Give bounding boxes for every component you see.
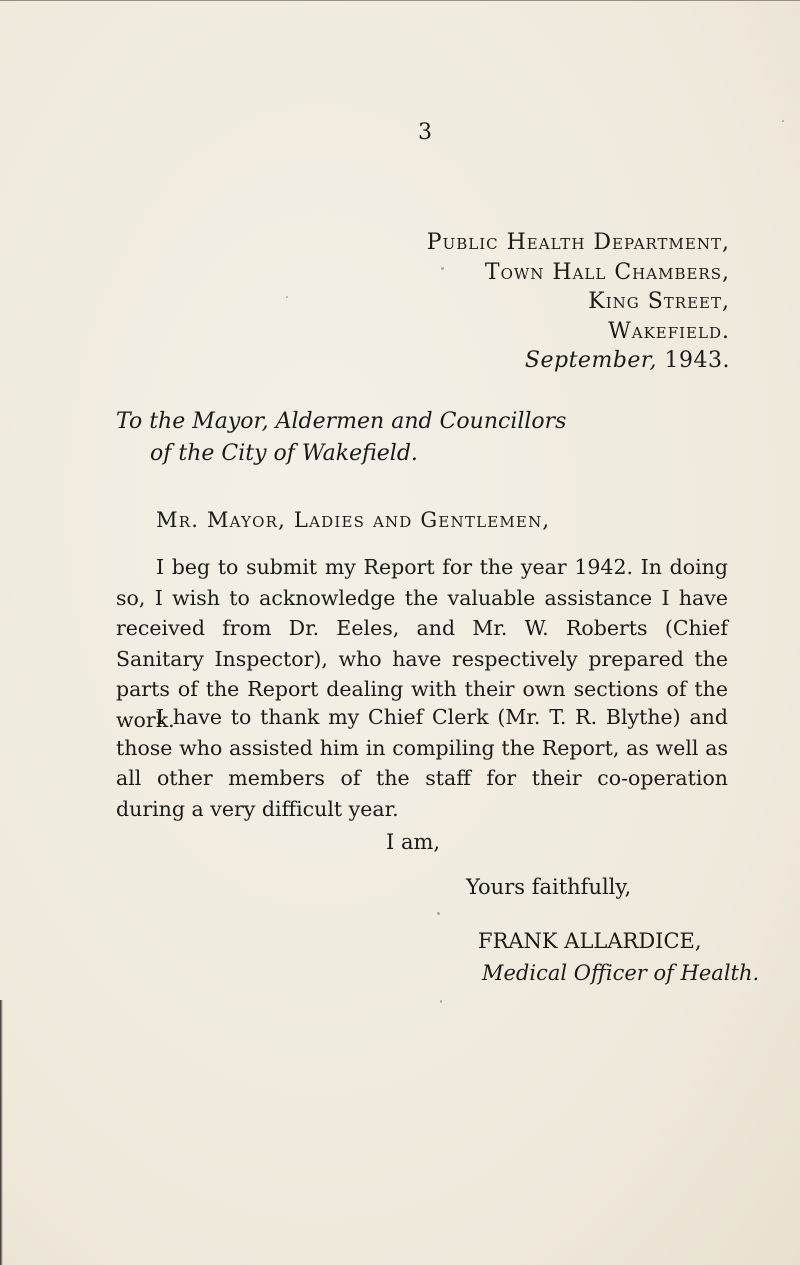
paper-speck [782,120,784,122]
body-paragraph-1: I beg to submit my Report for the year 1942. In doing so, I wish to acknowledge the valuable assistance I have received from Dr. Eeles, and Mr. W. Roberts (Chief Sanitary Inspector), who have respectively prepared the parts of the Report dealing with their own sections of the work. [116,555,728,732]
paper-speck [440,1000,442,1003]
addressee-line-2: of the City of Wakefield. [150,441,418,466]
address-line-building: Town Hall Chambers, [484,259,730,285]
paper-speck [286,296,288,298]
sender-address [427,228,730,376]
address-line-city: Wakefield. [608,318,730,344]
signature-block [478,925,759,989]
page-number: 3 [418,120,432,145]
date-month: September, [524,348,658,373]
binding-shadow [0,1000,3,1265]
signatory-name: FRANK ALLARDICE, [478,929,702,953]
paper-speck [441,267,444,270]
addressee-line-1: To the Mayor, Aldermen and Councillors [116,409,567,434]
address-line-street: King Street, [588,289,730,314]
body-paragraph-2: I have to thank my Chief Clerk (Mr. T. R. Blythe) and those who assisted him in compiling the Report, as well as all other members of the staff for their co-operation during a very difficult year. [116,705,728,821]
closing-yours-faithfully: Yours faithfully, [466,875,632,899]
salutation: Mr. Mayor, Ladies and Gentlemen, [156,508,551,532]
date-year: 1943. [664,348,730,373]
paper-speck [437,912,440,915]
letter-date [427,346,730,376]
page-edge [0,0,800,1]
address-line-department: Public Health Department, [426,230,730,255]
addressee [116,406,566,470]
signatory-title: Medical Officer of Health. [482,961,760,985]
closing-i-am: I am, [386,830,441,854]
